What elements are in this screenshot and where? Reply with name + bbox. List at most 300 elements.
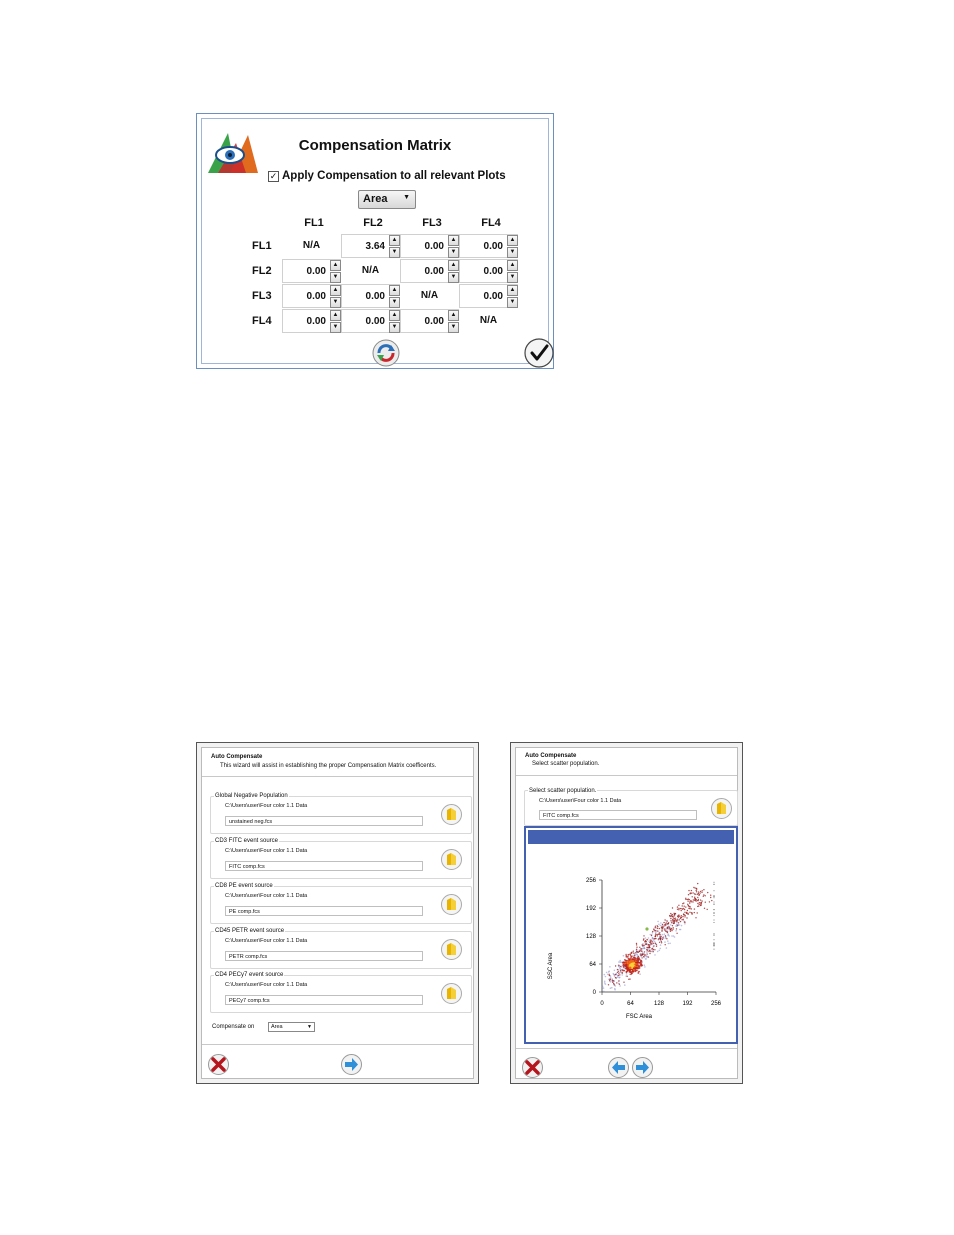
scatter-point [651, 940, 652, 941]
decrement-button[interactable]: ▼ [448, 272, 459, 283]
y-tick-label: 256 [585, 878, 596, 884]
scatter-point [618, 971, 619, 972]
scatter-point [687, 901, 688, 902]
scatter-point [666, 931, 667, 932]
compensate-on-label: Compensate on [212, 1024, 255, 1030]
scatter-point [627, 956, 629, 958]
scatter-point [701, 892, 702, 893]
x-tick-label: 0 [600, 1001, 604, 1007]
scatter-point [665, 935, 666, 936]
compensate-on-select[interactable] [268, 1022, 315, 1032]
scatter-point [694, 893, 695, 894]
scatter-point [625, 955, 627, 957]
divider [516, 775, 737, 776]
cancel-x-icon[interactable] [522, 1057, 543, 1078]
matrix-cell-stepper[interactable] [282, 309, 341, 333]
increment-button[interactable]: ▲ [389, 285, 400, 296]
scatter-point [699, 892, 700, 893]
scatter-point [684, 923, 686, 925]
scatter-point [653, 938, 654, 939]
scatter-point [627, 969, 629, 971]
scatter-point [714, 943, 715, 944]
cancel-x-icon[interactable] [208, 1054, 229, 1075]
scatter-point [691, 908, 692, 909]
scatter-point [693, 899, 694, 900]
increment-button[interactable]: ▲ [330, 260, 341, 271]
scatter-point [619, 984, 620, 985]
folder-icon[interactable] [441, 983, 462, 1004]
scatter-point [643, 935, 644, 936]
scatter-point [635, 960, 637, 962]
scatter-point [677, 909, 678, 910]
scatter-point [631, 973, 633, 975]
scatter-point [702, 890, 703, 891]
scatter-point [636, 947, 637, 948]
checkbox-box[interactable]: ✓ [269, 170, 278, 181]
decrement-button[interactable]: ▼ [330, 272, 341, 283]
cell-value[interactable]: 0.00 [424, 241, 444, 252]
scatter-point [646, 939, 647, 940]
scatter-point [630, 957, 632, 959]
scatter-point [678, 914, 679, 915]
scatter-point [619, 960, 621, 962]
decrement-button[interactable]: ▼ [507, 272, 518, 283]
scatter-point [645, 943, 646, 944]
scatter-point [667, 934, 669, 936]
scatter-point [714, 920, 715, 921]
scatter-point [626, 971, 628, 973]
scatter-point [664, 941, 666, 943]
auto-compensate-wizard-step1 [196, 742, 479, 1084]
scatter-point [665, 928, 667, 930]
scatter-point [617, 972, 618, 973]
scatter-point [654, 949, 655, 950]
group-label: CD8 PE event source [215, 883, 273, 889]
scatter-point [677, 925, 678, 926]
scatter-point [625, 963, 627, 965]
scatter-point [608, 970, 610, 972]
matrix-cell-stepper[interactable] [282, 259, 341, 283]
group-label: CD4 PECy7 event source [215, 972, 284, 978]
scatter-point [608, 984, 609, 985]
scatter-point [650, 934, 652, 936]
scatter-plot[interactable] [526, 846, 736, 1042]
mode-select-value: Area [363, 193, 388, 205]
compensate-on-value: Area [271, 1024, 283, 1030]
scatter-point [642, 948, 644, 950]
scatter-point [703, 889, 704, 890]
scatter-point [700, 905, 701, 906]
scatter-point [617, 976, 619, 978]
scatter-point [618, 973, 619, 974]
stepper [507, 285, 518, 307]
matrix-cell-na [459, 309, 518, 333]
decrement-button[interactable]: ▼ [448, 247, 459, 258]
scatter-point [636, 944, 637, 945]
matrix-cell-stepper[interactable] [400, 234, 459, 258]
scatter-point [670, 924, 672, 926]
scatter-point [604, 974, 606, 976]
scatter-point [714, 933, 715, 934]
apply-compensation-label: Apply Compensation to all relevant Plots [282, 170, 506, 182]
file-field[interactable]: unstained neg.fcs [225, 816, 423, 826]
scatter-point [685, 906, 686, 907]
increment-button[interactable]: ▲ [389, 235, 400, 246]
scatter-point [659, 950, 661, 952]
scatter-point [714, 935, 715, 936]
scatter-point [666, 947, 668, 949]
decrement-button[interactable]: ▼ [330, 297, 341, 308]
increment-button[interactable]: ▲ [448, 235, 459, 246]
row-header: FL1 [252, 240, 272, 252]
scatter-point [695, 894, 696, 895]
scatter-point [697, 900, 698, 901]
scatter-point [657, 935, 658, 936]
stepper [448, 310, 459, 332]
folder-icon[interactable] [441, 939, 462, 960]
increment-button[interactable]: ▲ [448, 310, 459, 321]
scatter-point [632, 965, 634, 967]
scatter-point [657, 951, 659, 953]
scatter-point [697, 897, 698, 898]
folder-icon[interactable] [441, 804, 462, 825]
cell-value[interactable]: 3.64 [365, 241, 385, 252]
cell-value[interactable]: 0.00 [483, 241, 503, 252]
group-label: Global Negative Population [215, 793, 288, 799]
column-header: FL1 [304, 217, 324, 229]
scatter-point [635, 968, 637, 970]
row-header: FL4 [252, 315, 272, 327]
file-field[interactable]: PE comp.fcs [225, 906, 423, 916]
decrement-button[interactable]: ▼ [448, 322, 459, 333]
plot-header-bar [528, 830, 734, 844]
increment-button[interactable]: ▲ [507, 235, 518, 246]
scatter-point [686, 913, 687, 914]
scatter-point [698, 891, 699, 892]
stepper [507, 235, 518, 257]
matrix-cell-stepper[interactable] [459, 284, 518, 308]
cell-value[interactable]: 0.00 [306, 266, 326, 277]
scatter-point [664, 933, 666, 935]
scatter-point [667, 927, 668, 928]
source-group [210, 972, 472, 1013]
scatter-point [667, 928, 668, 929]
cell-value[interactable]: 0.00 [365, 316, 385, 327]
scatter-point [714, 897, 715, 898]
scatter-point [704, 908, 705, 909]
scatter-point [648, 944, 649, 945]
scatter-point [618, 975, 619, 976]
scatter-point [687, 910, 688, 911]
scatter-point [670, 918, 671, 919]
file-field[interactable]: PECy7 comp.fcs [225, 995, 423, 1005]
chevron-down-icon: ▼ [403, 194, 410, 201]
scatter-point [622, 973, 623, 974]
scatter-point [673, 921, 674, 922]
scatter-point [680, 917, 681, 918]
scatter-point [613, 983, 614, 984]
cell-value: N/A [420, 290, 439, 301]
scatter-point [614, 970, 616, 972]
scatter-point [697, 912, 698, 913]
group-path: C:\Users\user\Four color 1.1 Data [539, 798, 622, 804]
page-title: Compensation Matrix [298, 137, 452, 154]
scatter-point [616, 977, 617, 978]
wizard-face [515, 747, 738, 1079]
scatter-point [634, 955, 635, 956]
scatter-point [661, 930, 662, 931]
scatter-point [609, 974, 610, 975]
scatter-point [640, 953, 641, 954]
matrix-cell-stepper[interactable] [459, 234, 518, 258]
scatter-point [658, 938, 659, 939]
scatter-point [611, 987, 613, 989]
back-arrow-icon[interactable] [608, 1057, 629, 1078]
stepper [330, 260, 341, 282]
x-tick-label: 128 [653, 1001, 665, 1007]
file-field[interactable]: FITC comp.fcs [539, 810, 697, 820]
scatter-point [705, 895, 706, 896]
auto-compensate-wizard-step2 [510, 742, 743, 1084]
scatter-point [653, 945, 654, 946]
scatter-point [657, 921, 659, 923]
scatter-point [638, 956, 639, 957]
decrement-button[interactable]: ▼ [507, 247, 518, 258]
matrix-cell-stepper[interactable] [341, 234, 400, 258]
scatter-point [703, 894, 704, 895]
matrix-cell-stepper[interactable] [400, 259, 459, 283]
scatter-point [688, 890, 689, 891]
scatter-point [603, 991, 605, 993]
decrement-button[interactable]: ▼ [389, 247, 400, 258]
scatter-point [623, 970, 625, 972]
scatter-point [646, 944, 647, 945]
scatter-point [714, 904, 715, 905]
scatter-point [693, 887, 694, 888]
scatter-point [623, 962, 625, 964]
scatter-point [709, 901, 710, 902]
file-field[interactable]: PETR comp.fcs [225, 951, 423, 961]
group-path: C:\Users\user\Four color 1.1 Data [225, 803, 308, 809]
scatter-point [714, 913, 715, 914]
next-arrow-icon[interactable] [341, 1054, 362, 1075]
scatter-point [692, 896, 693, 897]
scatter-point [668, 943, 670, 945]
scatter-point [646, 947, 647, 948]
matrix-cell-stepper[interactable] [459, 259, 518, 283]
scatter-point [627, 962, 629, 964]
scatter-population-group [524, 790, 738, 826]
increment-button[interactable]: ▲ [330, 310, 341, 321]
scatter-point [604, 981, 606, 983]
folder-icon[interactable] [441, 849, 462, 870]
scatter-point [691, 912, 692, 913]
scatter-point [662, 937, 663, 938]
scatter-point [660, 936, 661, 937]
scatter-point [705, 902, 706, 903]
scatter-point [655, 934, 656, 935]
cell-value[interactable]: 0.00 [424, 266, 444, 277]
cell-value[interactable]: 0.00 [483, 266, 503, 277]
scatter-point [676, 933, 677, 934]
scatter-point [635, 952, 636, 953]
scatter-point [670, 928, 671, 929]
scatter-point [657, 930, 658, 931]
scatter-point [658, 930, 660, 932]
scatter-point [714, 915, 715, 916]
scatter-point [614, 988, 616, 990]
mode-select[interactable] [358, 190, 416, 209]
folder-icon[interactable] [711, 798, 732, 819]
scatter-point [609, 975, 610, 976]
wizard-title: Auto Compensate [211, 754, 263, 760]
scatter-point [641, 965, 643, 967]
scatter-point [634, 962, 636, 964]
scatter-point [687, 899, 688, 900]
scatter-point [667, 920, 668, 921]
scatter-point [673, 915, 674, 916]
scatter-point [684, 921, 685, 922]
scatter-point [678, 905, 679, 906]
scatter-point [688, 905, 689, 906]
scatter-point [659, 928, 660, 929]
scatter-point [697, 903, 698, 904]
decrement-button[interactable]: ▼ [389, 322, 400, 333]
scatter-point [645, 954, 646, 955]
reset-icon[interactable] [372, 339, 400, 367]
scatter-point [714, 922, 715, 923]
cell-value[interactable]: 0.00 [365, 291, 385, 302]
scatter-point [628, 979, 629, 980]
decrement-button[interactable]: ▼ [330, 322, 341, 333]
scatter-point [612, 982, 613, 983]
matrix-cell-stepper[interactable] [282, 284, 341, 308]
scatter-point [714, 902, 715, 903]
scatter-point [635, 965, 637, 967]
scatter-point [680, 918, 681, 919]
folder-icon[interactable] [441, 894, 462, 915]
scatter-point [688, 908, 689, 909]
scatter-point [714, 942, 715, 943]
cell-value[interactable]: 0.00 [306, 316, 326, 327]
scatter-point [707, 892, 708, 893]
cell-value[interactable]: 0.00 [424, 316, 444, 327]
scatter-point [714, 912, 715, 913]
scatter-point [695, 917, 696, 918]
scatter-point [615, 965, 616, 966]
scatter-point [697, 883, 698, 884]
scatter-point [627, 976, 628, 977]
decrement-button[interactable]: ▼ [507, 297, 518, 308]
next-arrow-icon[interactable] [632, 1057, 653, 1078]
group-path: C:\Users\user\Four color 1.1 Data [225, 848, 308, 854]
scatter-point [661, 927, 662, 928]
cell-value[interactable]: 0.00 [483, 291, 503, 302]
scatter-point [616, 982, 617, 983]
scatter-point [675, 930, 677, 932]
scatter-point [653, 949, 654, 950]
row-header: FL3 [252, 290, 272, 302]
increment-button[interactable]: ▲ [330, 285, 341, 296]
column-header: FL2 [363, 217, 383, 229]
scatter-point [714, 896, 715, 897]
checkmark-icon[interactable] [524, 338, 554, 368]
scatter-point [610, 987, 612, 989]
scatter-point [629, 969, 631, 971]
scatter-point [644, 941, 645, 942]
scatter-point [637, 951, 638, 952]
stepper [330, 285, 341, 307]
apply-compensation-checkbox[interactable] [268, 170, 506, 182]
scatter-point [643, 956, 644, 957]
scatter-point [652, 938, 654, 940]
scatter-point [679, 929, 681, 931]
increment-button[interactable]: ▲ [507, 285, 518, 296]
scatter-point [603, 987, 605, 989]
increment-button[interactable]: ▲ [448, 260, 459, 271]
matrix-cell-stepper[interactable] [341, 284, 400, 308]
scatter-point [652, 951, 653, 952]
matrix-cell-stepper[interactable] [400, 309, 459, 333]
decrement-button[interactable]: ▼ [389, 297, 400, 308]
scatter-point [672, 907, 673, 908]
scatter-point [680, 921, 681, 922]
scatter-point [667, 923, 668, 924]
scatter-point [682, 905, 683, 906]
scatter-point [663, 922, 664, 923]
scatter-point [626, 973, 628, 975]
scatter-point [665, 931, 666, 932]
y-tick-label: 0 [592, 990, 596, 996]
scatter-point [692, 892, 693, 893]
scatter-point [609, 966, 611, 968]
cell-value[interactable]: 0.00 [306, 291, 326, 302]
chevron-down-icon: ▼ [307, 1024, 312, 1030]
file-field[interactable]: FITC comp.fcs [225, 861, 423, 871]
scatter-point [703, 896, 704, 897]
wizard-face [201, 747, 474, 1079]
scatter-point [645, 927, 648, 930]
scatter-point [639, 947, 640, 948]
scatter-point [625, 954, 626, 955]
increment-button[interactable]: ▲ [389, 310, 400, 321]
scatter-point [674, 936, 676, 938]
scatter-point [619, 967, 621, 969]
scatter-point [637, 972, 639, 974]
scatter-point [675, 918, 676, 919]
scatter-point [711, 900, 712, 901]
scatter-point [691, 913, 692, 914]
scatter-point [621, 974, 623, 976]
scatter-point [681, 925, 683, 927]
x-axis-label: FSC Area [625, 1014, 653, 1020]
increment-button[interactable]: ▲ [507, 260, 518, 271]
scatter-point [677, 906, 678, 907]
scatter-point [657, 928, 658, 929]
scatter-point [637, 957, 639, 959]
scatter-point [698, 895, 699, 896]
wizard-subtitle: Select scatter population. [532, 761, 600, 767]
stepper [389, 235, 400, 257]
scatter-point [619, 977, 621, 979]
scatter-point [700, 899, 701, 900]
scatter-point [671, 935, 673, 937]
matrix-cell-stepper[interactable] [341, 309, 400, 333]
scatter-point [612, 980, 613, 981]
scatter-point [630, 965, 632, 967]
scatter-point [649, 950, 650, 951]
row-header: FL2 [252, 265, 272, 277]
